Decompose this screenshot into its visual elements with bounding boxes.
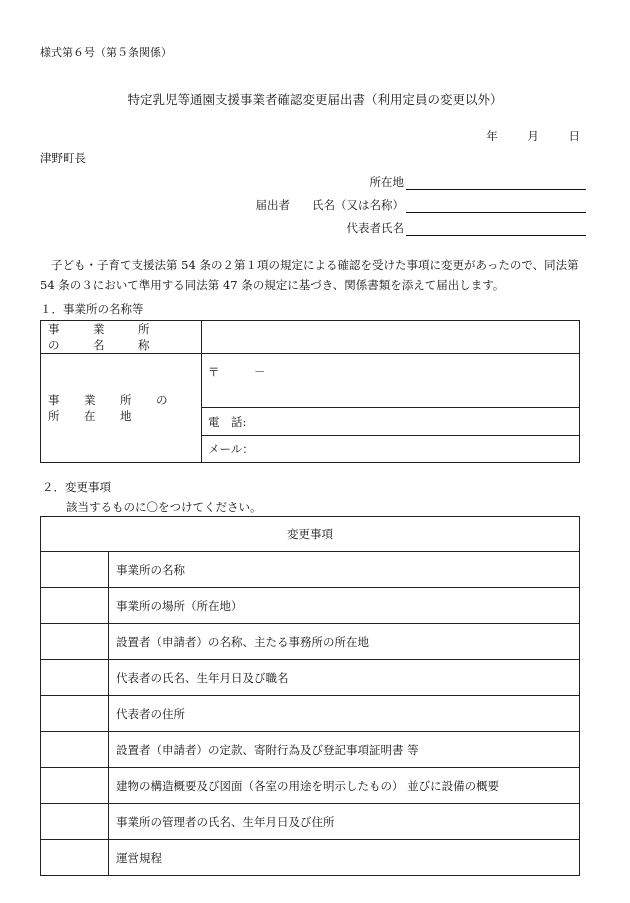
notifier-name-label: 氏名（又は名称）: [312, 198, 404, 212]
change-item-row: [41, 660, 580, 696]
change-item-row: [41, 624, 580, 660]
change-item-mark-cell[interactable]: [41, 552, 109, 588]
section1-heading: １．事業所の名称等: [40, 302, 144, 316]
phone-field[interactable]: [202, 408, 580, 436]
notifier-role-label: 届出者: [255, 198, 290, 212]
notifier-location-row: [370, 174, 587, 190]
date-month-label: 月: [527, 129, 539, 143]
change-item-mark-cell[interactable]: [41, 804, 109, 840]
change-item-row: [41, 840, 580, 876]
email-field[interactable]: [202, 436, 580, 463]
change-items-header: 変更事項: [41, 517, 580, 552]
office-name-label: 事 業 所 の 名 称: [41, 321, 202, 354]
document-title: 特定乳児等通園支援事業者確認変更届出書（利用定員の変更以外）: [127, 92, 503, 107]
body-paragraph: 子ども・子育て支援法第 54 条の２第１項の規定による確認を受けた事項に変更があったので、同法第 54 条の３において準用する同法第 47 条の規定に基づき、関係書類を添えて届出します。: [40, 258, 579, 292]
change-item-mark-cell[interactable]: [41, 624, 109, 660]
change-item-mark-cell[interactable]: [41, 732, 109, 768]
change-item-row: [41, 696, 580, 732]
notifier-location-label: 所在地: [369, 175, 404, 189]
change-item-mark-cell[interactable]: [41, 768, 109, 804]
addressee: 津野町長: [40, 151, 86, 165]
change-item-label: 代表者の住所: [109, 696, 580, 732]
change-item-label: 事業所の場所（所在地）: [109, 588, 580, 624]
date-day-label: 日: [568, 129, 580, 143]
change-item-label: 代表者の氏名、生年月日及び職名: [109, 660, 580, 696]
change-item-label: 事業所の名称: [109, 552, 580, 588]
change-item-label: 運営規程: [109, 840, 580, 876]
change-item-row: [41, 552, 580, 588]
postal-code-mark: 〒 －: [208, 365, 266, 379]
change-item-mark-cell[interactable]: [41, 660, 109, 696]
section2-heading: ２．変更事項: [42, 480, 111, 494]
change-item-row: [41, 768, 580, 804]
change-item-mark-cell[interactable]: [41, 588, 109, 624]
notifier-location-field[interactable]: [406, 176, 586, 190]
change-item-row: [41, 732, 580, 768]
change-item-mark-cell[interactable]: [41, 696, 109, 732]
representative-label: 代表者氏名: [346, 221, 404, 235]
representative-field[interactable]: [406, 222, 586, 236]
change-item-row: [41, 588, 580, 624]
date-year-label: 年: [486, 129, 498, 143]
notifier-name-row: [256, 197, 587, 213]
email-label: メール：: [208, 442, 254, 456]
phone-label: 電 話:: [208, 414, 247, 429]
notifier-representative-row: [347, 220, 587, 236]
office-address-field[interactable]: [202, 354, 580, 408]
change-items-table: [40, 516, 580, 876]
office-info-table: [40, 320, 580, 463]
change-item-mark-cell[interactable]: [41, 840, 109, 876]
change-item-row: [41, 804, 580, 840]
change-item-label: 設置者（申請者）の定款、寄附行為及び登記事項証明書 等: [109, 732, 580, 768]
change-item-label: 設置者（申請者）の名称、主たる事務所の所在地: [109, 624, 580, 660]
change-item-label: 建物の構造概要及び図面（各室の用途を明示したもの） 並びに設備の概要: [109, 768, 580, 804]
form-number: 様式第６号（第５条関係）: [40, 46, 172, 59]
change-item-label: 事業所の管理者の氏名、生年月日及び住所: [109, 804, 580, 840]
notifier-name-field[interactable]: [406, 199, 586, 213]
section2-note: 該当するものに〇をつけてください。: [66, 500, 262, 514]
office-name-field[interactable]: [202, 321, 580, 354]
office-address-label: 事 業 所 の 所 在 地: [41, 354, 202, 463]
date-line: [460, 128, 580, 144]
